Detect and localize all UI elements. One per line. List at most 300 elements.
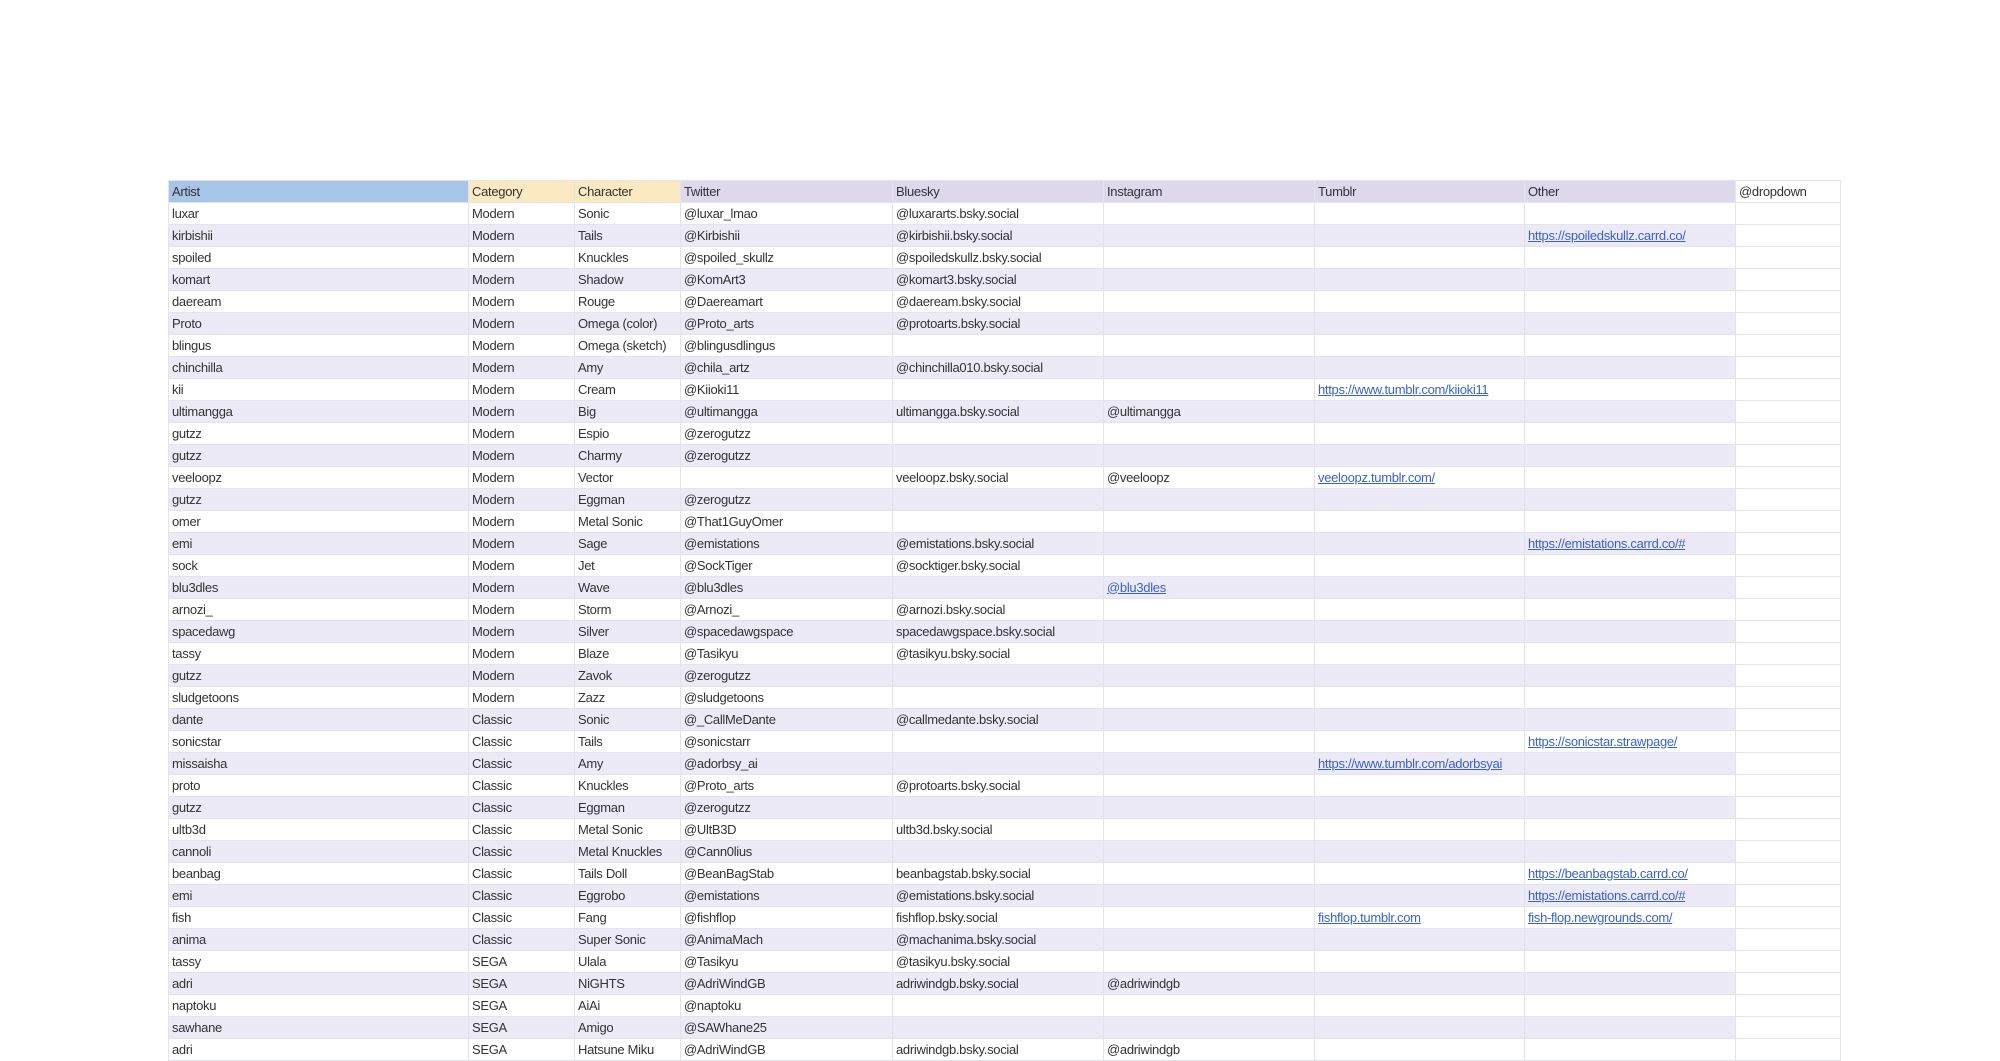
cell-category[interactable]: SEGA — [469, 995, 575, 1017]
cell-tumblr[interactable] — [1315, 379, 1525, 401]
cell-instagram[interactable] — [1104, 269, 1315, 291]
cell-other[interactable] — [1525, 819, 1736, 841]
cell-other[interactable] — [1525, 577, 1736, 599]
cell-category[interactable]: Modern — [469, 511, 575, 533]
cell-instagram[interactable] — [1104, 203, 1315, 225]
cell-category[interactable]: Classic — [469, 863, 575, 885]
cell-artist[interactable]: kirbishii — [169, 225, 469, 247]
cell-other[interactable] — [1525, 467, 1736, 489]
cell-twitter[interactable]: @emistations — [681, 533, 893, 555]
cell-twitter[interactable]: @Arnozi_ — [681, 599, 893, 621]
cell-other[interactable] — [1525, 247, 1736, 269]
tumblr-link[interactable]: https://www.tumblr.com/adorbsyai — [1318, 755, 1503, 771]
cell-dropdown[interactable] — [1736, 313, 1841, 335]
cell-bluesky[interactable]: beanbagstab.bsky.social — [893, 863, 1104, 885]
other-link[interactable]: https://sonicstar.strawpage/ — [1528, 733, 1678, 749]
cell-twitter[interactable]: @SAWhane25 — [681, 1017, 893, 1039]
cell-artist[interactable]: spacedawg — [169, 621, 469, 643]
cell-dropdown[interactable] — [1736, 687, 1841, 709]
header-artist[interactable]: Artist — [169, 181, 469, 203]
cell-artist[interactable]: dante — [169, 709, 469, 731]
cell-twitter[interactable]: @blingusdlingus — [681, 335, 893, 357]
cell-category[interactable]: Modern — [469, 643, 575, 665]
cell-instagram[interactable] — [1104, 225, 1315, 247]
cell-category[interactable]: Classic — [469, 753, 575, 775]
cell-instagram[interactable] — [1104, 335, 1315, 357]
cell-tumblr[interactable] — [1315, 753, 1525, 775]
cell-bluesky[interactable] — [893, 335, 1104, 357]
cell-category[interactable]: SEGA — [469, 1017, 575, 1039]
cell-category[interactable]: SEGA — [469, 951, 575, 973]
cell-other[interactable] — [1525, 423, 1736, 445]
cell-artist[interactable]: ultimangga — [169, 401, 469, 423]
cell-character[interactable]: Omega (sketch) — [575, 335, 681, 357]
cell-tumblr[interactable] — [1315, 995, 1525, 1017]
cell-category[interactable]: Classic — [469, 819, 575, 841]
cell-tumblr[interactable] — [1315, 203, 1525, 225]
header-other[interactable]: Other — [1525, 181, 1736, 203]
cell-other[interactable] — [1525, 951, 1736, 973]
cell-instagram[interactable] — [1104, 995, 1315, 1017]
cell-category[interactable]: Classic — [469, 885, 575, 907]
cell-tumblr[interactable] — [1315, 929, 1525, 951]
cell-character[interactable]: Super Sonic — [575, 929, 681, 951]
cell-tumblr[interactable] — [1315, 291, 1525, 313]
cell-dropdown[interactable] — [1736, 973, 1841, 995]
cell-bluesky[interactable]: @luxararts.bsky.social — [893, 203, 1104, 225]
header-twitter[interactable]: Twitter — [681, 181, 893, 203]
cell-instagram[interactable] — [1104, 599, 1315, 621]
cell-instagram[interactable] — [1104, 841, 1315, 863]
cell-tumblr[interactable] — [1315, 555, 1525, 577]
cell-dropdown[interactable] — [1736, 511, 1841, 533]
cell-bluesky[interactable] — [893, 577, 1104, 599]
cell-tumblr[interactable] — [1315, 599, 1525, 621]
cell-artist[interactable]: daeream — [169, 291, 469, 313]
cell-instagram[interactable] — [1104, 709, 1315, 731]
cell-tumblr[interactable] — [1315, 445, 1525, 467]
cell-character[interactable]: Sonic — [575, 203, 681, 225]
cell-character[interactable]: Tails — [575, 225, 681, 247]
cell-bluesky[interactable] — [893, 797, 1104, 819]
cell-other[interactable] — [1525, 731, 1736, 753]
cell-artist[interactable]: adri — [169, 973, 469, 995]
cell-category[interactable]: Modern — [469, 533, 575, 555]
cell-other[interactable] — [1525, 225, 1736, 247]
cell-other[interactable] — [1525, 885, 1736, 907]
cell-dropdown[interactable] — [1736, 445, 1841, 467]
cell-instagram[interactable] — [1104, 907, 1315, 929]
cell-artist[interactable]: adri — [169, 1039, 469, 1061]
cell-tumblr[interactable] — [1315, 401, 1525, 423]
cell-category[interactable]: Modern — [469, 247, 575, 269]
header-dropdown[interactable]: @dropdown — [1736, 181, 1841, 203]
tumblr-link[interactable]: https://www.tumblr.com/kiioki11 — [1318, 381, 1489, 397]
cell-tumblr[interactable] — [1315, 577, 1525, 599]
cell-twitter[interactable]: @Cann0lius — [681, 841, 893, 863]
cell-other[interactable] — [1525, 643, 1736, 665]
cell-instagram[interactable] — [1104, 511, 1315, 533]
cell-character[interactable]: Espio — [575, 423, 681, 445]
cell-character[interactable]: Rouge — [575, 291, 681, 313]
cell-category[interactable]: SEGA — [469, 1039, 575, 1061]
cell-character[interactable]: Omega (color) — [575, 313, 681, 335]
cell-dropdown[interactable] — [1736, 247, 1841, 269]
cell-dropdown[interactable] — [1736, 995, 1841, 1017]
cell-category[interactable]: Modern — [469, 379, 575, 401]
cell-other[interactable] — [1525, 489, 1736, 511]
cell-bluesky[interactable]: @emistations.bsky.social — [893, 533, 1104, 555]
cell-character[interactable]: Metal Sonic — [575, 511, 681, 533]
cell-category[interactable]: Modern — [469, 555, 575, 577]
header-tumblr[interactable]: Tumblr — [1315, 181, 1525, 203]
cell-artist[interactable]: komart — [169, 269, 469, 291]
cell-twitter[interactable]: @sludgetoons — [681, 687, 893, 709]
header-category[interactable]: Category — [469, 181, 575, 203]
cell-instagram[interactable] — [1104, 533, 1315, 555]
cell-other[interactable] — [1525, 313, 1736, 335]
cell-artist[interactable]: blu3dles — [169, 577, 469, 599]
cell-other[interactable] — [1525, 203, 1736, 225]
cell-twitter[interactable]: @_CallMeDante — [681, 709, 893, 731]
cell-tumblr[interactable] — [1315, 687, 1525, 709]
cell-artist[interactable]: anima — [169, 929, 469, 951]
cell-character[interactable]: Vector — [575, 467, 681, 489]
cell-other[interactable] — [1525, 973, 1736, 995]
cell-category[interactable]: Classic — [469, 709, 575, 731]
cell-character[interactable]: Amy — [575, 357, 681, 379]
cell-artist[interactable]: fish — [169, 907, 469, 929]
instagram-link[interactable]: @blu3dles — [1107, 579, 1166, 595]
cell-twitter[interactable]: @That1GuyOmer — [681, 511, 893, 533]
cell-artist[interactable]: tassy — [169, 951, 469, 973]
cell-artist[interactable]: spoiled — [169, 247, 469, 269]
cell-other[interactable] — [1525, 753, 1736, 775]
cell-character[interactable]: Silver — [575, 621, 681, 643]
cell-tumblr[interactable] — [1315, 467, 1525, 489]
cell-dropdown[interactable] — [1736, 269, 1841, 291]
cell-instagram[interactable]: @veeloopz — [1104, 467, 1315, 489]
cell-character[interactable]: Cream — [575, 379, 681, 401]
cell-tumblr[interactable] — [1315, 489, 1525, 511]
cell-tumblr[interactable] — [1315, 621, 1525, 643]
cell-instagram[interactable] — [1104, 665, 1315, 687]
cell-bluesky[interactable]: @chinchilla010.bsky.social — [893, 357, 1104, 379]
cell-artist[interactable]: gutzz — [169, 797, 469, 819]
cell-other[interactable] — [1525, 1017, 1736, 1039]
cell-instagram[interactable] — [1104, 577, 1315, 599]
cell-twitter[interactable]: @KomArt3 — [681, 269, 893, 291]
cell-dropdown[interactable] — [1736, 709, 1841, 731]
cell-bluesky[interactable]: adriwindgb.bsky.social — [893, 1039, 1104, 1061]
cell-instagram[interactable] — [1104, 753, 1315, 775]
cell-instagram[interactable] — [1104, 797, 1315, 819]
other-link[interactable]: https://emistations.carrd.co/# — [1528, 535, 1686, 551]
cell-twitter[interactable]: @AnimaMach — [681, 929, 893, 951]
cell-artist[interactable]: Proto — [169, 313, 469, 335]
cell-character[interactable]: Fang — [575, 907, 681, 929]
cell-instagram[interactable] — [1104, 489, 1315, 511]
cell-character[interactable]: Metal Knuckles — [575, 841, 681, 863]
cell-tumblr[interactable] — [1315, 665, 1525, 687]
cell-instagram[interactable] — [1104, 731, 1315, 753]
cell-twitter[interactable]: @AdriWindGB — [681, 1039, 893, 1061]
cell-bluesky[interactable]: @callmedante.bsky.social — [893, 709, 1104, 731]
cell-bluesky[interactable] — [893, 489, 1104, 511]
cell-other[interactable] — [1525, 445, 1736, 467]
cell-bluesky[interactable]: @socktiger.bsky.social — [893, 555, 1104, 577]
cell-bluesky[interactable]: spacedawgspace.bsky.social — [893, 621, 1104, 643]
cell-category[interactable]: Modern — [469, 335, 575, 357]
cell-tumblr[interactable] — [1315, 1017, 1525, 1039]
cell-twitter[interactable]: @zerogutzz — [681, 797, 893, 819]
cell-artist[interactable]: sludgetoons — [169, 687, 469, 709]
cell-category[interactable]: Modern — [469, 401, 575, 423]
cell-twitter[interactable]: @zerogutzz — [681, 445, 893, 467]
cell-artist[interactable]: proto — [169, 775, 469, 797]
cell-dropdown[interactable] — [1736, 379, 1841, 401]
cell-character[interactable]: Eggman — [575, 797, 681, 819]
cell-tumblr[interactable] — [1315, 819, 1525, 841]
cell-twitter[interactable]: @Daereamart — [681, 291, 893, 313]
cell-twitter[interactable]: @zerogutzz — [681, 423, 893, 445]
cell-artist[interactable]: luxar — [169, 203, 469, 225]
cell-artist[interactable]: gutzz — [169, 445, 469, 467]
cell-artist[interactable]: blingus — [169, 335, 469, 357]
cell-twitter[interactable]: @adorbsy_ai — [681, 753, 893, 775]
cell-other[interactable] — [1525, 379, 1736, 401]
cell-category[interactable]: Modern — [469, 599, 575, 621]
cell-bluesky[interactable]: @tasikyu.bsky.social — [893, 643, 1104, 665]
cell-tumblr[interactable] — [1315, 885, 1525, 907]
cell-dropdown[interactable] — [1736, 951, 1841, 973]
cell-category[interactable]: SEGA — [469, 973, 575, 995]
cell-category[interactable]: Modern — [469, 489, 575, 511]
cell-character[interactable]: Zavok — [575, 665, 681, 687]
cell-other[interactable] — [1525, 533, 1736, 555]
cell-dropdown[interactable] — [1736, 907, 1841, 929]
cell-artist[interactable]: emi — [169, 533, 469, 555]
cell-tumblr[interactable] — [1315, 973, 1525, 995]
cell-other[interactable] — [1525, 775, 1736, 797]
cell-artist[interactable]: chinchilla — [169, 357, 469, 379]
cell-dropdown[interactable] — [1736, 929, 1841, 951]
cell-instagram[interactable] — [1104, 643, 1315, 665]
other-link[interactable]: https://spoiledskullz.carrd.co/ — [1528, 227, 1686, 243]
cell-dropdown[interactable] — [1736, 533, 1841, 555]
cell-twitter[interactable]: @blu3dles — [681, 577, 893, 599]
cell-category[interactable]: Modern — [469, 665, 575, 687]
cell-bluesky[interactable] — [893, 995, 1104, 1017]
cell-character[interactable]: Tails — [575, 731, 681, 753]
cell-dropdown[interactable] — [1736, 731, 1841, 753]
cell-twitter[interactable]: @luxar_lmao — [681, 203, 893, 225]
cell-twitter[interactable]: @UltB3D — [681, 819, 893, 841]
cell-bluesky[interactable] — [893, 665, 1104, 687]
cell-bluesky[interactable]: @machanima.bsky.social — [893, 929, 1104, 951]
cell-artist[interactable]: ultb3d — [169, 819, 469, 841]
cell-dropdown[interactable] — [1736, 335, 1841, 357]
cell-bluesky[interactable] — [893, 511, 1104, 533]
cell-artist[interactable]: gutzz — [169, 489, 469, 511]
cell-twitter[interactable] — [681, 467, 893, 489]
cell-twitter[interactable]: @fishflop — [681, 907, 893, 929]
cell-character[interactable]: Zazz — [575, 687, 681, 709]
cell-tumblr[interactable] — [1315, 357, 1525, 379]
cell-artist[interactable]: sock — [169, 555, 469, 577]
cell-twitter[interactable]: @chila_artz — [681, 357, 893, 379]
cell-twitter[interactable]: @naptoku — [681, 995, 893, 1017]
cell-category[interactable]: Modern — [469, 621, 575, 643]
cell-other[interactable] — [1525, 335, 1736, 357]
cell-instagram[interactable] — [1104, 621, 1315, 643]
cell-other[interactable] — [1525, 995, 1736, 1017]
cell-other[interactable] — [1525, 599, 1736, 621]
cell-character[interactable]: Wave — [575, 577, 681, 599]
cell-dropdown[interactable] — [1736, 819, 1841, 841]
cell-other[interactable] — [1525, 401, 1736, 423]
cell-bluesky[interactable]: @komart3.bsky.social — [893, 269, 1104, 291]
cell-character[interactable]: Jet — [575, 555, 681, 577]
cell-character[interactable]: AiAi — [575, 995, 681, 1017]
cell-instagram[interactable] — [1104, 819, 1315, 841]
cell-other[interactable] — [1525, 511, 1736, 533]
cell-category[interactable]: Modern — [469, 423, 575, 445]
cell-bluesky[interactable]: @emistations.bsky.social — [893, 885, 1104, 907]
cell-instagram[interactable]: @adriwindgb — [1104, 973, 1315, 995]
cell-instagram[interactable] — [1104, 687, 1315, 709]
cell-instagram[interactable] — [1104, 357, 1315, 379]
cell-artist[interactable]: cannoli — [169, 841, 469, 863]
cell-category[interactable]: Modern — [469, 313, 575, 335]
cell-artist[interactable]: emi — [169, 885, 469, 907]
cell-dropdown[interactable] — [1736, 863, 1841, 885]
cell-category[interactable]: Modern — [469, 687, 575, 709]
cell-other[interactable] — [1525, 357, 1736, 379]
cell-dropdown[interactable] — [1736, 555, 1841, 577]
cell-artist[interactable]: beanbag — [169, 863, 469, 885]
cell-tumblr[interactable] — [1315, 335, 1525, 357]
cell-artist[interactable]: gutzz — [169, 423, 469, 445]
cell-artist[interactable]: missaisha — [169, 753, 469, 775]
cell-character[interactable]: Shadow — [575, 269, 681, 291]
cell-dropdown[interactable] — [1736, 1017, 1841, 1039]
cell-character[interactable]: Charmy — [575, 445, 681, 467]
cell-instagram[interactable] — [1104, 951, 1315, 973]
cell-character[interactable]: Tails Doll — [575, 863, 681, 885]
cell-character[interactable]: Eggrobo — [575, 885, 681, 907]
cell-other[interactable] — [1525, 907, 1736, 929]
cell-bluesky[interactable]: @spoiledskullz.bsky.social — [893, 247, 1104, 269]
cell-instagram[interactable] — [1104, 863, 1315, 885]
cell-artist[interactable]: omer — [169, 511, 469, 533]
cell-character[interactable]: Sonic — [575, 709, 681, 731]
cell-dropdown[interactable] — [1736, 401, 1841, 423]
cell-twitter[interactable]: @Proto_arts — [681, 775, 893, 797]
other-link[interactable]: fish-flop.newgrounds.com/ — [1528, 909, 1673, 925]
cell-tumblr[interactable] — [1315, 643, 1525, 665]
header-instagram[interactable]: Instagram — [1104, 181, 1315, 203]
cell-character[interactable]: Amy — [575, 753, 681, 775]
cell-category[interactable]: Modern — [469, 445, 575, 467]
cell-instagram[interactable] — [1104, 423, 1315, 445]
tumblr-link[interactable]: veeloopz.tumblr.com/ — [1318, 469, 1435, 485]
cell-twitter[interactable]: @Tasikyu — [681, 951, 893, 973]
cell-dropdown[interactable] — [1736, 797, 1841, 819]
cell-other[interactable] — [1525, 291, 1736, 313]
cell-other[interactable] — [1525, 841, 1736, 863]
cell-category[interactable]: Modern — [469, 269, 575, 291]
cell-dropdown[interactable] — [1736, 775, 1841, 797]
cell-bluesky[interactable]: @protoarts.bsky.social — [893, 775, 1104, 797]
cell-twitter[interactable]: @AdriWindGB — [681, 973, 893, 995]
cell-category[interactable]: Modern — [469, 225, 575, 247]
cell-artist[interactable]: naptoku — [169, 995, 469, 1017]
cell-twitter[interactable]: @spacedawgspace — [681, 621, 893, 643]
cell-tumblr[interactable] — [1315, 907, 1525, 929]
cell-dropdown[interactable] — [1736, 665, 1841, 687]
cell-tumblr[interactable] — [1315, 797, 1525, 819]
cell-bluesky[interactable] — [893, 445, 1104, 467]
other-link[interactable]: https://emistations.carrd.co/# — [1528, 887, 1686, 903]
cell-category[interactable]: Classic — [469, 929, 575, 951]
cell-category[interactable]: Classic — [469, 797, 575, 819]
cell-twitter[interactable]: @ultimangga — [681, 401, 893, 423]
cell-other[interactable] — [1525, 555, 1736, 577]
cell-twitter[interactable]: @BeanBagStab — [681, 863, 893, 885]
cell-tumblr[interactable] — [1315, 423, 1525, 445]
cell-other[interactable] — [1525, 797, 1736, 819]
header-bluesky[interactable]: Bluesky — [893, 181, 1104, 203]
cell-instagram[interactable] — [1104, 379, 1315, 401]
cell-other[interactable] — [1525, 687, 1736, 709]
cell-character[interactable]: NiGHTS — [575, 973, 681, 995]
cell-tumblr[interactable] — [1315, 533, 1525, 555]
cell-category[interactable]: Modern — [469, 357, 575, 379]
cell-dropdown[interactable] — [1736, 753, 1841, 775]
cell-dropdown[interactable] — [1736, 467, 1841, 489]
cell-twitter[interactable]: @spoiled_skullz — [681, 247, 893, 269]
cell-character[interactable]: Ulala — [575, 951, 681, 973]
cell-category[interactable]: Classic — [469, 775, 575, 797]
cell-bluesky[interactable]: fishflop.bsky.social — [893, 907, 1104, 929]
cell-bluesky[interactable]: ultimangga.bsky.social — [893, 401, 1104, 423]
cell-other[interactable] — [1525, 929, 1736, 951]
cell-artist[interactable]: tassy — [169, 643, 469, 665]
cell-dropdown[interactable] — [1736, 203, 1841, 225]
cell-artist[interactable]: kii — [169, 379, 469, 401]
cell-bluesky[interactable]: @tasikyu.bsky.social — [893, 951, 1104, 973]
cell-other[interactable] — [1525, 269, 1736, 291]
cell-category[interactable]: Modern — [469, 203, 575, 225]
cell-dropdown[interactable] — [1736, 599, 1841, 621]
cell-instagram[interactable] — [1104, 775, 1315, 797]
cell-tumblr[interactable] — [1315, 775, 1525, 797]
cell-twitter[interactable]: @Proto_arts — [681, 313, 893, 335]
cell-tumblr[interactable] — [1315, 709, 1525, 731]
other-link[interactable]: https://beanbagstab.carrd.co/ — [1528, 865, 1688, 881]
cell-twitter[interactable]: @SockTiger — [681, 555, 893, 577]
cell-category[interactable]: Modern — [469, 467, 575, 489]
cell-dropdown[interactable] — [1736, 621, 1841, 643]
cell-dropdown[interactable] — [1736, 357, 1841, 379]
cell-twitter[interactable]: @zerogutzz — [681, 665, 893, 687]
cell-character[interactable]: Metal Sonic — [575, 819, 681, 841]
cell-character[interactable]: Knuckles — [575, 775, 681, 797]
cell-tumblr[interactable] — [1315, 225, 1525, 247]
cell-instagram[interactable]: @adriwindgb — [1104, 1039, 1315, 1061]
cell-instagram[interactable] — [1104, 1017, 1315, 1039]
